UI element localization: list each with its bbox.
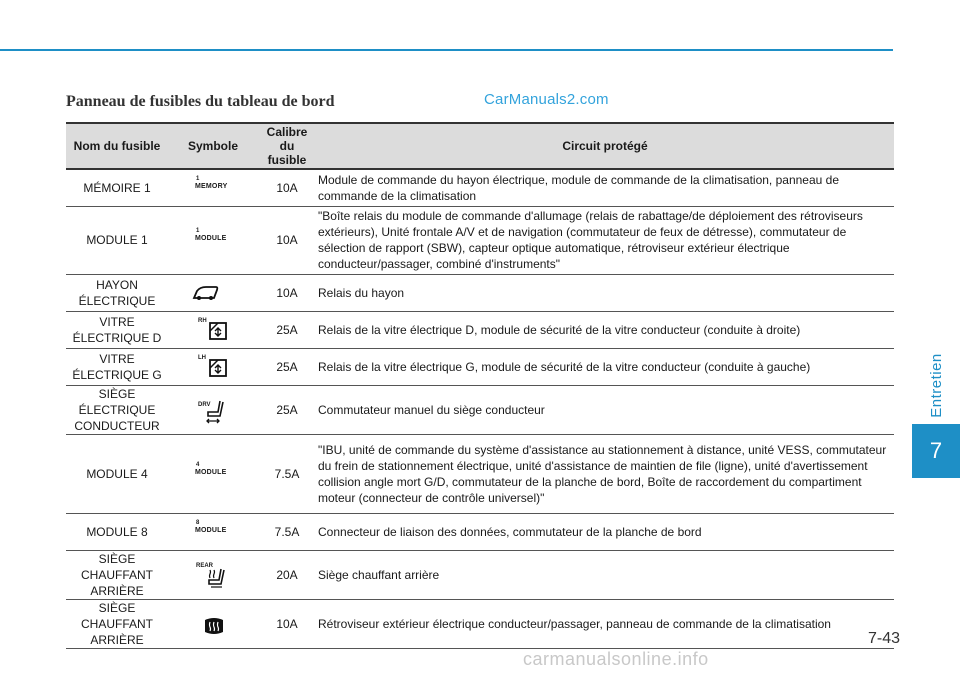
chapter-side-label xyxy=(916,340,956,430)
tailgate-icon xyxy=(192,283,220,303)
power-seat-icon xyxy=(204,399,228,425)
fuse-name: MODULE 8 xyxy=(66,513,168,550)
table-row xyxy=(66,311,894,348)
fuse-name: VITRE ÉLECTRIQUE G xyxy=(66,348,168,385)
fuse-name: HAYON ÉLECTRIQUE xyxy=(66,274,168,311)
fuse-symbol xyxy=(168,348,258,385)
section-title: Panneau de fusibles du tableau de bord xyxy=(66,93,335,110)
fuse-circuit: "IBU, unité de commande du système d'assistance au stationnement à distance, unité VESS, commutateur du frein de stationnement électrique, unité d'assistance de maintien de file (ligne), unité d'avertissement collision angle mort G/D, commutateur de la planche de bord, Boîte de raccordement du compartiment moteur (connecteur de contrôle universel)" xyxy=(316,434,894,513)
fuse-circuit: "Boîte relais du module de commande d'allumage (relais de rabattage/de déploiement des rétroviseurs extérieurs), Unité frontale A/V et de navigation (commutateur de feux de détresse), commutateur de sélection de rapport (SBW), capteur optique automatique, rétroviseur extérieur électrique conducteur/passager, combiné d'instruments" xyxy=(316,206,894,274)
symbol-word: MEMORY xyxy=(195,182,228,190)
fuse-name: SIÈGE ÉLECTRIQUE CONDUCTEUR xyxy=(66,385,168,434)
module-icon xyxy=(170,460,256,488)
fuse-circuit: Connecteur de liaison des données, commutateur de la planche de bord xyxy=(316,513,894,550)
table-row xyxy=(66,274,894,311)
fuse-symbol xyxy=(168,513,258,550)
fuse-symbol xyxy=(168,206,258,274)
table-header-row xyxy=(66,123,894,169)
symbol-tag: RH xyxy=(198,317,207,324)
fuse-rating: 7.5A xyxy=(258,434,316,513)
fuse-circuit: Relais du hayon xyxy=(316,274,894,311)
symbol-tag: LH xyxy=(198,354,206,361)
header-fuse-name: Nom du fusible xyxy=(66,123,168,169)
fuse-symbol xyxy=(168,311,258,348)
page-number: 7-43 xyxy=(868,630,901,647)
fuse-rating: 10A xyxy=(258,599,316,648)
symbol-tag: DRV xyxy=(198,401,211,408)
fuse-rating: 25A xyxy=(258,348,316,385)
table-row xyxy=(66,599,894,648)
heated-seat-icon xyxy=(204,567,228,591)
watermark-bottom: carmanualsonline.info xyxy=(523,649,709,669)
symbol-number: 1 xyxy=(196,175,200,182)
fuse-symbol xyxy=(168,599,258,648)
module-icon xyxy=(170,226,256,254)
fuse-table xyxy=(66,122,894,649)
fuse-name: MODULE 1 xyxy=(66,206,168,274)
table-row xyxy=(66,348,894,385)
fuse-name: SIÈGE CHAUFFANT ARRIÈRE xyxy=(66,550,168,599)
fuse-rating: 7.5A xyxy=(258,513,316,550)
fuse-symbol xyxy=(168,550,258,599)
fuse-rating: 25A xyxy=(258,311,316,348)
fuse-rating: 10A xyxy=(258,274,316,311)
table-row xyxy=(66,513,894,550)
power-window-icon xyxy=(208,358,228,378)
fuse-circuit: Relais de la vitre électrique G, module de sécurité de la vitre conducteur (conduite à gauche) xyxy=(316,348,894,385)
fuse-symbol xyxy=(168,434,258,513)
fuse-rating: 20A xyxy=(258,550,316,599)
fuse-circuit: Rétroviseur extérieur électrique conducteur/passager, panneau de commande de la climatisation xyxy=(316,599,894,648)
fuse-name: MODULE 4 xyxy=(66,434,168,513)
module-icon xyxy=(170,518,256,546)
header-rating: Calibre du fusible xyxy=(258,123,316,169)
table-row xyxy=(66,169,894,206)
fuse-rating: 25A xyxy=(258,385,316,434)
symbol-word: MODULE xyxy=(195,235,227,242)
fuse-circuit: Module de commande du hayon électrique, module de commande de la climatisation, panneau de commande de la climatisation xyxy=(316,169,894,206)
fuse-circuit: Siège chauffant arrière xyxy=(316,550,894,599)
header-circuit: Circuit protégé xyxy=(316,123,894,169)
table-row xyxy=(66,434,894,513)
heated-mirror-icon xyxy=(202,616,226,638)
fuse-name: VITRE ÉLECTRIQUE D xyxy=(66,311,168,348)
fuse-name: SIÈGE CHAUFFANT ARRIÈRE xyxy=(66,599,168,648)
symbol-number: 4 xyxy=(196,461,200,468)
symbol-word: MODULE xyxy=(195,468,227,476)
fuse-symbol xyxy=(168,385,258,434)
header-symbol: Symbole xyxy=(168,123,258,169)
fuse-symbol xyxy=(168,274,258,311)
table-row xyxy=(66,550,894,599)
chapter-side-label-text: Entretien xyxy=(927,352,945,418)
watermark-top: CarManuals2.com xyxy=(484,91,609,108)
symbol-number: 8 xyxy=(196,519,200,526)
fuse-circuit: Commutateur manuel du siège conducteur xyxy=(316,385,894,434)
table-row xyxy=(66,385,894,434)
symbol-number: 1 xyxy=(196,228,200,234)
power-window-icon xyxy=(208,321,228,341)
chapter-tab: 7 xyxy=(912,424,960,478)
fuse-circuit: Relais de la vitre électrique D, module de sécurité de la vitre conducteur (conduite à droite) xyxy=(316,311,894,348)
fuse-rating: 10A xyxy=(258,169,316,206)
top-rule xyxy=(0,49,893,51)
memory-icon xyxy=(170,174,256,202)
symbol-word: MODULE xyxy=(195,526,227,534)
fuse-name: MÉMOIRE 1 xyxy=(66,169,168,206)
fuse-symbol xyxy=(168,169,258,206)
symbol-tag: REAR xyxy=(196,562,214,569)
fuse-rating: 10A xyxy=(258,206,316,274)
table-row xyxy=(66,206,894,274)
